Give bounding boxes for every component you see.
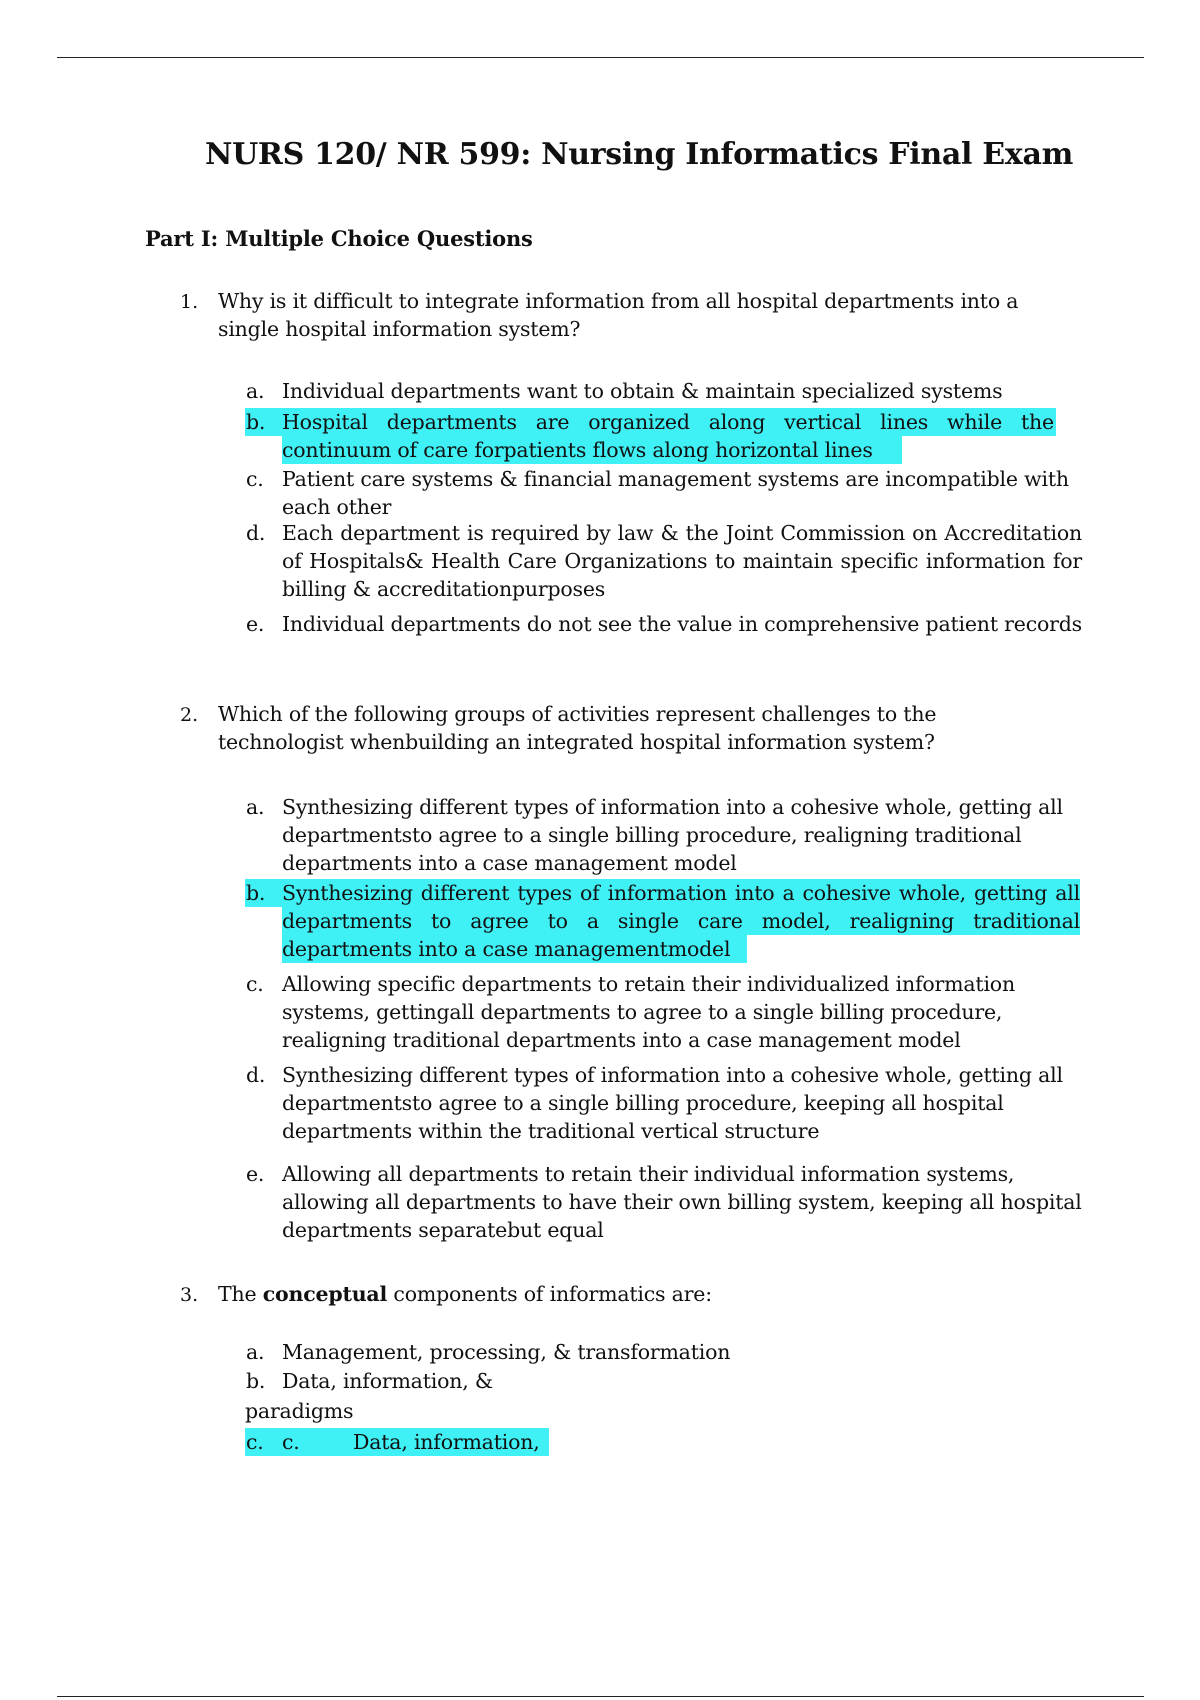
option-text: Hospital departments are organized along vertical lines while the continuum of care forpatients flows along horizontal lines xyxy=(282,410,1054,462)
option-letter: a. xyxy=(246,379,265,403)
bottom-rule xyxy=(57,1696,1144,1697)
option-text: Each department is required by law & the Joint Commission on Accreditation of Hospitals& Health Care Organizations to maintain specific information for billing & accreditationpurposes xyxy=(282,521,1082,601)
option-letter: e. xyxy=(246,612,265,636)
question-text: Which of the following groups of activities represent challenges to the technologist whenbuilding an integrated hospital information system? xyxy=(218,702,937,754)
option-text: Synthesizing different types of information into a cohesive whole, getting all departments to agree to a single care model, realigning traditional departments into a case managementmodel xyxy=(282,881,1080,961)
option-text: c. xyxy=(282,1430,300,1454)
option-letter: d. xyxy=(246,521,266,545)
option-text: Individual departments want to obtain & maintain specialized systems xyxy=(282,379,1003,403)
question-text: Why is it difficult to integrate information from all hospital departments into a single hospital information system? xyxy=(218,289,1019,341)
question-number: 2. xyxy=(180,704,199,726)
top-rule xyxy=(57,57,1144,58)
option-letter: b. xyxy=(246,410,266,434)
option-text: Allowing specific departments to retain their individualized information systems, gettingall departments to agree to a single billing procedure, realigning traditional departments into a case management model xyxy=(282,972,1015,1052)
option-letter: e. xyxy=(246,1162,265,1186)
option-text: Synthesizing different types of information into a cohesive whole, getting all departmentsto agree to a single billing procedure, realigning traditional departments into a case management model xyxy=(282,795,1063,875)
question-text-start: The xyxy=(218,1282,263,1306)
option-letter: c. xyxy=(246,467,264,491)
option-letter: c. xyxy=(246,1430,264,1454)
option-letter: a. xyxy=(246,1340,265,1364)
option-text: Individual departments do not see the value in comprehensive patient records xyxy=(282,612,1082,636)
question-text xyxy=(218,1280,1048,1308)
option-letter: b. xyxy=(246,1369,266,1393)
option-letter: b. xyxy=(246,881,266,905)
question-number: 1. xyxy=(180,291,199,313)
option-text: Patient care systems & financial management systems are incompatible with each other xyxy=(282,467,1069,519)
document-title: NURS 120/ NR 599: Nursing Informatics Final Exam xyxy=(204,137,1074,172)
option-text: Management, processing, & transformation xyxy=(282,1340,731,1364)
part-heading: Part I: Multiple Choice Questions xyxy=(145,226,533,251)
question-text-bold: conceptual xyxy=(262,1282,388,1306)
option-letter: d. xyxy=(246,1063,266,1087)
option-text: Synthesizing different types of information into a cohesive whole, getting all departmentsto agree to a single billing procedure, keeping all hospital departments within the traditional vertical structure xyxy=(282,1063,1063,1143)
option-text: Allowing all departments to retain their individual information systems, allowing all departments to have their own billing system, keeping all hospital departments separatebut equal xyxy=(282,1162,1082,1242)
option-letter: a. xyxy=(246,795,265,819)
question-text-end: components of informatics are: xyxy=(387,1282,712,1306)
question-number: 3. xyxy=(180,1284,199,1306)
option-letter: c. xyxy=(246,972,264,996)
option-text: Data, information, & xyxy=(282,1369,493,1393)
option-text: Data, information, xyxy=(353,1430,540,1454)
option-text-continuation: paradigms xyxy=(245,1399,354,1423)
